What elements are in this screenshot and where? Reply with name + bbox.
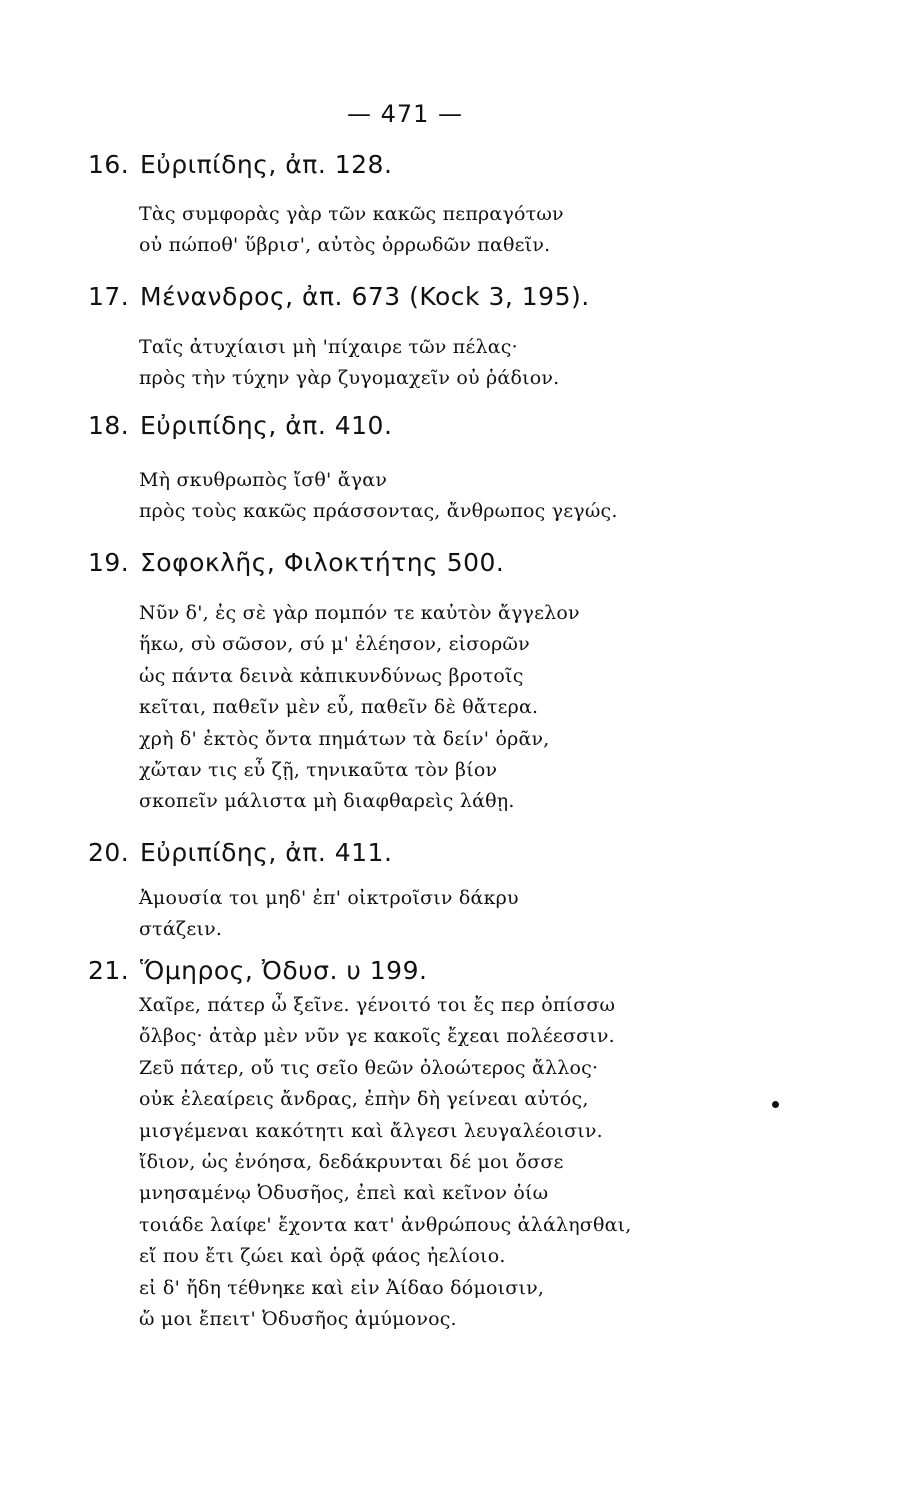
- verse-line: Μὴ σκυθρωπὸς ἴσθ' ἄγαν: [139, 469, 388, 491]
- entry-quote: [139, 199, 564, 262]
- verse-line: πρὸς τὴν τύχην γὰρ ζυγομαχεῖν οὐ ῥάδιον.: [139, 367, 560, 390]
- verse-line: χρὴ δ' ἐκτὸς ὄντα πημάτων τὰ δείν' ὁρᾶν,: [139, 727, 550, 750]
- verse-line: ἴδιον, ὡς ἐνόησα, δεδάκρυνται δέ μοι ὄσσε: [139, 1150, 564, 1173]
- verse-line: Ἀμουσία τοι μηδ' ἐπ' οἰκτροῖσιν δάκρυ: [139, 887, 519, 909]
- verse-line: εἴ που ἔτι ζώει καὶ ὁρᾷ φάος ἠελίοιο.: [139, 1245, 506, 1268]
- entry-number: 16.: [88, 150, 130, 179]
- verse-line: μνησαμένῳ Ὀδυσῆος, ἐπεὶ καὶ κεῖνον ὀίω: [139, 1182, 549, 1205]
- entry-heading: [88, 281, 590, 313]
- entry-number: 19.: [88, 548, 130, 577]
- entry-quote: [139, 990, 632, 1335]
- verse-line: πρὸς τοὺς κακῶς πράσσοντας, ἄνθρωπος γεγώς.: [139, 500, 618, 523]
- page-number: — 471 —: [346, 100, 464, 128]
- verse-line: ὄλβος· ἀτὰρ μὲν νῦν γε κακοῖς ἔχεαι πολέεσσιν.: [139, 1025, 615, 1048]
- entry-number: 18.: [88, 411, 130, 440]
- entry-number: 17.: [88, 282, 130, 311]
- entry-heading: [88, 955, 427, 987]
- verse-line: κεῖται, παθεῖν μὲν εὖ, παθεῖν δὲ θἄτερα.: [139, 696, 539, 719]
- entry-source: Σοφοκλῆς, Φιλοκτήτης 500.: [140, 548, 505, 577]
- entry-heading: [88, 837, 392, 869]
- verse-line: εἰ δ' ἤδη τέθνηκε καὶ εἰν Ἀίδαο δόμοισιν,: [139, 1276, 545, 1299]
- entry-number: 20.: [88, 838, 130, 867]
- verse-line: οὐκ ἐλεαίρεις ἄνδρας, ἐπὴν δὴ γείνεαι αὐτός,: [139, 1088, 589, 1111]
- entry-heading: [88, 410, 392, 442]
- verse-line: στάζειν.: [139, 918, 223, 941]
- verse-line: χὤταν τις εὖ ζῇ, τηνικαῦτα τὸν βίον: [139, 758, 498, 781]
- entry-quote: [139, 883, 519, 946]
- entry-source: Εὐριπίδης, ἀπ. 128.: [140, 150, 393, 179]
- entry-source: Εὐριπίδης, ἀπ. 410.: [140, 411, 393, 440]
- entry-heading: [88, 149, 392, 181]
- entry-heading: [88, 547, 504, 579]
- verse-line: Νῦν δ', ἐς σὲ γὰρ πομπόν τε καὐτὸν ἄγγελον: [139, 602, 580, 624]
- entry-quote: [139, 465, 618, 528]
- verse-line: τοιάδε λαίφε' ἔχοντα κατ' ἀνθρώπους ἀλάλησθαι,: [139, 1213, 632, 1236]
- verse-line: Χαῖρε, πάτερ ὦ ξεῖνε. γένοιτό τοι ἔς περ ὀπίσσω: [139, 994, 616, 1016]
- verse-line: ἥκω, σὺ σῶσον, σύ μ' ἐλέησον, εἰσορῶν: [139, 633, 530, 656]
- verse-line: σκοπεῖν μάλιστα μὴ διαφθαρεὶς λάθῃ.: [139, 790, 515, 813]
- verse-line: ὤ μοι ἔπειτ' Ὀδυσῆος ἀμύμονος.: [139, 1307, 457, 1330]
- entry-quote: [139, 598, 580, 818]
- verse-line: Ταῖς ἀτυχίαισι μὴ 'πίχαιρε τῶν πέλας·: [139, 336, 518, 358]
- entry-source: Εὐριπίδης, ἀπ. 411.: [140, 838, 393, 867]
- entry-source: Μένανδρος, ἀπ. 673 (Kock 3, 195).: [140, 282, 590, 311]
- verse-line: Ζεῦ πάτερ, οὔ τις σεῖο θεῶν ὀλοώτερος ἄλλος·: [139, 1056, 599, 1079]
- entry-number: 21.: [88, 956, 130, 985]
- verse-line: Τὰς συμφορὰς γὰρ τῶν κακῶς πεπραγότων: [139, 203, 564, 225]
- entry-quote: [139, 332, 559, 395]
- verse-line: οὐ πώποθ' ὕβρισ', αὐτὸς ὀρρωδῶν παθεῖν.: [139, 234, 551, 257]
- verse-line: μισγέμεναι κακότητι καὶ ἄλγεσι λευγαλέοισιν.: [139, 1119, 603, 1142]
- entry-source: Ὅμηρος, Ὀδυσ. υ 199.: [140, 956, 428, 985]
- verse-line: ὡς πάντα δεινὰ κἀπικυνδύνως βροτοῖς: [139, 664, 524, 687]
- ink-speck: [772, 1101, 779, 1108]
